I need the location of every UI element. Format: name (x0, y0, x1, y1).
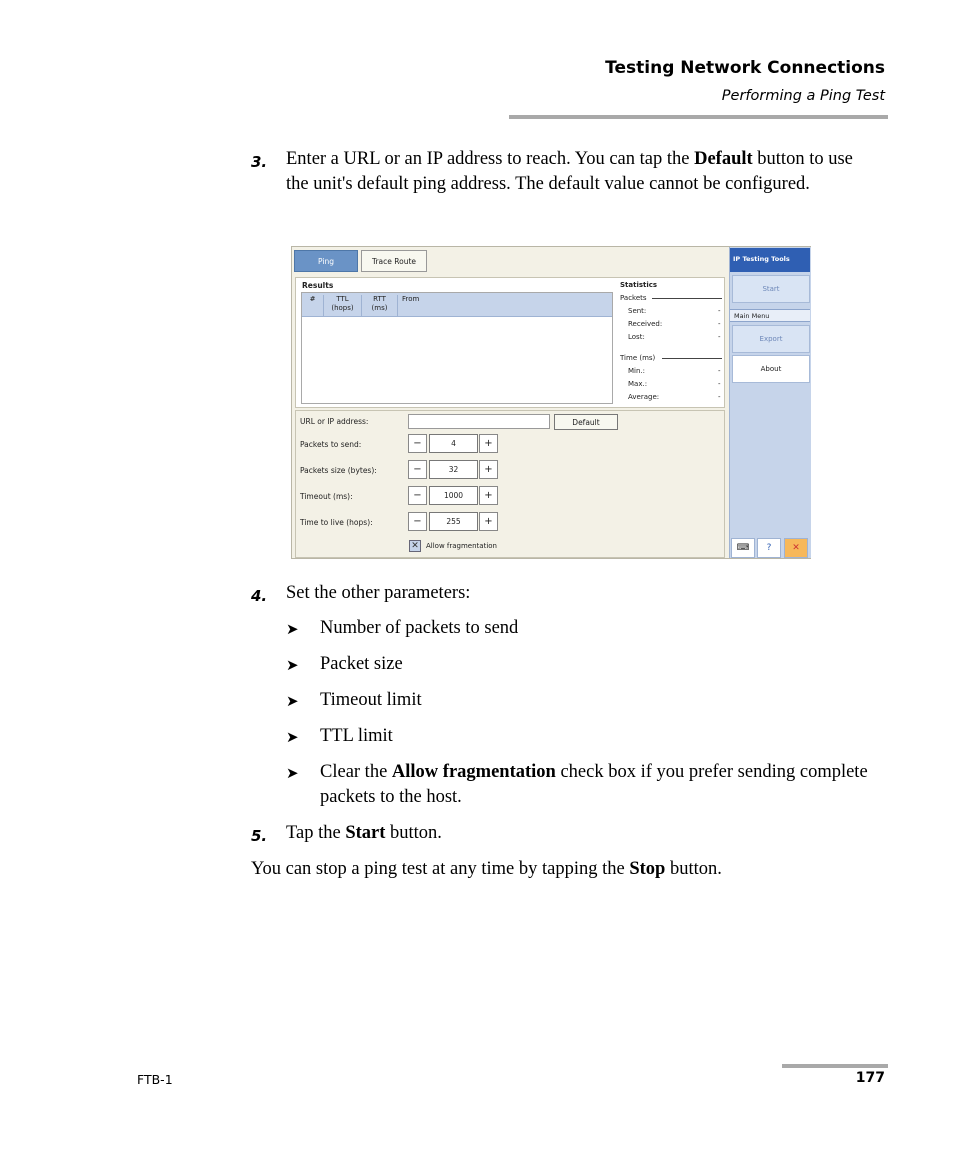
column-header-number (302, 295, 324, 317)
step-4 (251, 581, 871, 606)
header-rule (509, 115, 888, 119)
list-item (286, 616, 871, 641)
average-label: Average: (628, 393, 660, 401)
packets-to-send-label: Packets to send: (300, 440, 362, 449)
lost-label: Lost: (628, 333, 645, 341)
packets-label: Packets (620, 294, 647, 302)
step-5 (251, 821, 871, 846)
bullet-text: Number of packets to send (320, 618, 519, 638)
sent-value: - (718, 307, 721, 315)
column-label: RTT (ms) (371, 295, 388, 312)
step-number: 4. (251, 587, 268, 605)
text-run: You can stop a ping test at any time by tapping the (251, 859, 630, 879)
tab-ping[interactable]: Ping (294, 250, 358, 272)
bold-run: Stop (629, 859, 666, 879)
text-run: check box if you prefer sending complete packets to the host. (320, 762, 868, 807)
statistics-panel (616, 278, 724, 407)
step-text (286, 821, 871, 846)
url-input[interactable] (408, 414, 550, 429)
bullet-text: Packet size (320, 654, 403, 674)
keyboard-icon[interactable]: ⌨ (731, 538, 755, 558)
average-value: - (718, 393, 721, 401)
footer-product: FTB-1 (137, 1072, 173, 1087)
ttl-increment-button[interactable]: + (479, 512, 498, 531)
size-decrement-button[interactable]: − (408, 460, 427, 479)
arrow-bullet-icon: ➤ (286, 766, 299, 782)
header-subtitle: Performing a Ping Test (721, 88, 885, 104)
bullet-text (320, 760, 871, 810)
received-value: - (718, 320, 721, 328)
received-label: Received: (628, 320, 663, 328)
default-button[interactable]: Default (554, 414, 618, 430)
step-text: Set the other parameters: (286, 583, 471, 603)
results-label: Results (302, 281, 334, 290)
bullet-text: Timeout limit (320, 690, 422, 710)
column-header-ttl (324, 295, 362, 317)
tab-trace-route[interactable]: Trace Route (361, 250, 427, 272)
min-label: Min.: (628, 367, 646, 375)
arrow-bullet-icon: ➤ (286, 694, 299, 710)
time-label: Time (ms) (620, 354, 656, 362)
lost-value: - (718, 333, 721, 341)
step-number: 5. (251, 827, 268, 845)
results-table (301, 292, 613, 404)
column-label: From (402, 295, 420, 303)
packets-to-send-field[interactable]: 4 (429, 434, 478, 453)
list-item (286, 688, 871, 713)
close-icon[interactable]: ✕ (784, 538, 808, 558)
timeout-field[interactable]: 1000 (429, 486, 478, 505)
arrow-bullet-icon: ➤ (286, 622, 299, 638)
text-run: button. (665, 859, 722, 879)
main-menu-header: Main Menu (730, 309, 810, 322)
packets-decrement-button[interactable]: − (408, 434, 427, 453)
step-3 (251, 147, 871, 197)
packet-size-field[interactable]: 32 (429, 460, 478, 479)
list-item (286, 652, 871, 677)
column-label: # (309, 295, 316, 303)
arrow-bullet-icon: ➤ (286, 658, 299, 674)
bold-run: Default (694, 149, 753, 169)
help-icon[interactable]: ? (757, 538, 781, 558)
divider (652, 298, 722, 299)
packets-increment-button[interactable]: + (479, 434, 498, 453)
column-header-rtt (362, 295, 398, 317)
text-run: Clear the (320, 762, 392, 782)
start-button[interactable]: Start (732, 275, 810, 303)
timeout-decrement-button[interactable]: − (408, 486, 427, 505)
list-item (286, 760, 871, 810)
sidebar (729, 247, 811, 558)
allow-fragmentation-label: Allow fragmentation (426, 542, 497, 550)
arrow-bullet-icon: ➤ (286, 730, 299, 746)
min-value: - (718, 367, 721, 375)
max-value: - (718, 380, 721, 388)
max-label: Max.: (628, 380, 648, 388)
packet-size-label: Packets size (bytes): (300, 466, 377, 475)
bold-run: Allow fragmentation (391, 762, 556, 782)
ttl-decrement-button[interactable]: − (408, 512, 427, 531)
parameters-panel (295, 410, 725, 558)
timeout-increment-button[interactable]: + (479, 486, 498, 505)
step-number: 3. (251, 153, 268, 171)
sidebar-title: IP Testing Tools (730, 248, 810, 272)
url-label: URL or IP address: (300, 417, 369, 426)
sent-label: Sent: (628, 307, 647, 315)
header-title: Testing Network Connections (605, 58, 885, 78)
step-text (286, 147, 871, 197)
app-screenshot (291, 246, 811, 559)
text-run: Tap the (286, 823, 346, 843)
bold-run: Start (345, 823, 386, 843)
text-run: button to use the unit's default ping address. The default value cannot be configured. (286, 149, 853, 194)
results-table-header (302, 293, 612, 317)
export-button[interactable]: Export (732, 325, 810, 353)
bullet-text: TTL limit (320, 726, 393, 746)
ttl-field[interactable]: 255 (429, 512, 478, 531)
ttl-label: Time to live (hops): (300, 518, 373, 527)
results-panel (295, 277, 725, 408)
page-number: 177 (855, 1070, 885, 1086)
size-increment-button[interactable]: + (479, 460, 498, 479)
footer-rule (782, 1064, 888, 1068)
allow-fragmentation-checkbox[interactable]: ✕ (409, 540, 421, 552)
statistics-label: Statistics (620, 281, 658, 289)
column-header-from (398, 295, 612, 317)
note-paragraph (251, 857, 891, 882)
text-run: button. (385, 823, 442, 843)
column-label: TTL (hops) (331, 295, 354, 312)
about-button[interactable]: About (732, 355, 810, 383)
timeout-label: Timeout (ms): (300, 492, 353, 501)
list-item (286, 724, 871, 749)
text-run: Enter a URL or an IP address to reach. You can tap the (286, 149, 695, 169)
divider (662, 358, 722, 359)
